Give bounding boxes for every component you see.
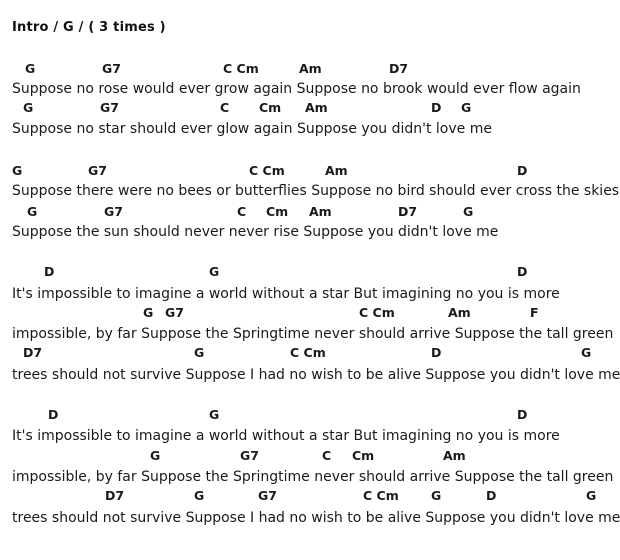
chord: G (461, 100, 472, 115)
chord: D (48, 407, 59, 422)
chord: C Cm (359, 305, 395, 320)
chord: G (25, 61, 36, 76)
chord: D (44, 264, 55, 279)
chord: Cm (266, 204, 289, 219)
chord: D (517, 264, 528, 279)
chord: G (150, 448, 161, 463)
chord: G7 (100, 100, 119, 115)
lyric-line (0, 119, 620, 139)
lyric-line (0, 222, 620, 242)
chord: Am (448, 305, 471, 320)
chord: D7 (23, 345, 43, 360)
chord: Am (309, 204, 332, 219)
lyric-line (0, 426, 620, 446)
lyric-text: Suppose no star should ever glow again Suppose you didn't love me (12, 121, 492, 137)
chord: Cm (259, 100, 282, 115)
chord-line (0, 303, 620, 323)
chord: D (517, 163, 528, 178)
chord: Am (305, 100, 328, 115)
chord: G (581, 345, 592, 360)
lyric-line (0, 365, 620, 385)
lyric-line (0, 467, 620, 487)
chord: G (12, 163, 23, 178)
lyric-text: trees should not survive Suppose I had no wish to be alive Suppose you didn't love me (12, 510, 620, 526)
chord: C Cm (249, 163, 285, 178)
chord: C (220, 100, 230, 115)
chord: F (530, 305, 539, 320)
chord: Am (325, 163, 348, 178)
chord: Cm (352, 448, 375, 463)
chord: G7 (104, 204, 123, 219)
chord: G (431, 488, 442, 503)
chord: Am (299, 61, 322, 76)
chord-line (0, 262, 620, 282)
chord-line (0, 446, 620, 466)
lyric-text: impossible, by far Suppose the Springtime never should arrive Suppose the tall green (12, 469, 614, 485)
lyric-line (0, 508, 620, 528)
chord: G (209, 264, 220, 279)
chord: G7 (88, 163, 107, 178)
lyric-line (0, 79, 620, 99)
lyric-text: It's impossible to imagine a world without a star But imagining no you is more (12, 286, 560, 302)
chord: Am (443, 448, 466, 463)
chord: G7 (102, 61, 121, 76)
lyric-text: Suppose no rose would ever grow again Suppose no brook would ever flow again (12, 81, 581, 97)
chord: D (431, 100, 442, 115)
chord-line (0, 202, 620, 222)
chord: G (143, 305, 154, 320)
chord: C (237, 204, 247, 219)
chord: G7 (240, 448, 259, 463)
chord: C Cm (363, 488, 399, 503)
chord: D7 (105, 488, 125, 503)
chord: D7 (389, 61, 409, 76)
chord: G (209, 407, 220, 422)
chord: C Cm (223, 61, 259, 76)
lyric-text: Suppose there were no bees or butterflies Suppose no bird should ever cross the skies (12, 183, 620, 199)
intro-line: Intro / G / ( 3 times ) (12, 20, 166, 35)
chord-line (0, 59, 620, 79)
chord: G (463, 204, 474, 219)
lyric-text: trees should not survive Suppose I had no wish to be alive Suppose you didn't love me (12, 367, 620, 383)
chord: G7 (258, 488, 277, 503)
chord: C (322, 448, 332, 463)
chord: G (194, 488, 205, 503)
chord-line (0, 343, 620, 363)
chord: C Cm (290, 345, 326, 360)
lyric-line (0, 324, 620, 344)
lyric-line (0, 284, 620, 304)
lyric-text: It's impossible to imagine a world without a star But imagining no you is more (12, 428, 560, 444)
chord: G7 (165, 305, 184, 320)
chord-line (0, 161, 620, 181)
chord-line (0, 98, 620, 118)
lyric-line (0, 181, 620, 201)
chord: D (431, 345, 442, 360)
chord: D (486, 488, 497, 503)
chord-line (0, 405, 620, 425)
chord: G (27, 204, 38, 219)
lyric-text: Suppose the sun should never never rise Suppose you didn't love me (12, 224, 499, 240)
chord: D7 (398, 204, 418, 219)
chord-line (0, 486, 620, 506)
chord: G (586, 488, 597, 503)
lyric-text: impossible, by far Suppose the Springtime never should arrive Suppose the tall green (12, 326, 614, 342)
chord: G (23, 100, 34, 115)
chord: D (517, 407, 528, 422)
chord: G (194, 345, 205, 360)
